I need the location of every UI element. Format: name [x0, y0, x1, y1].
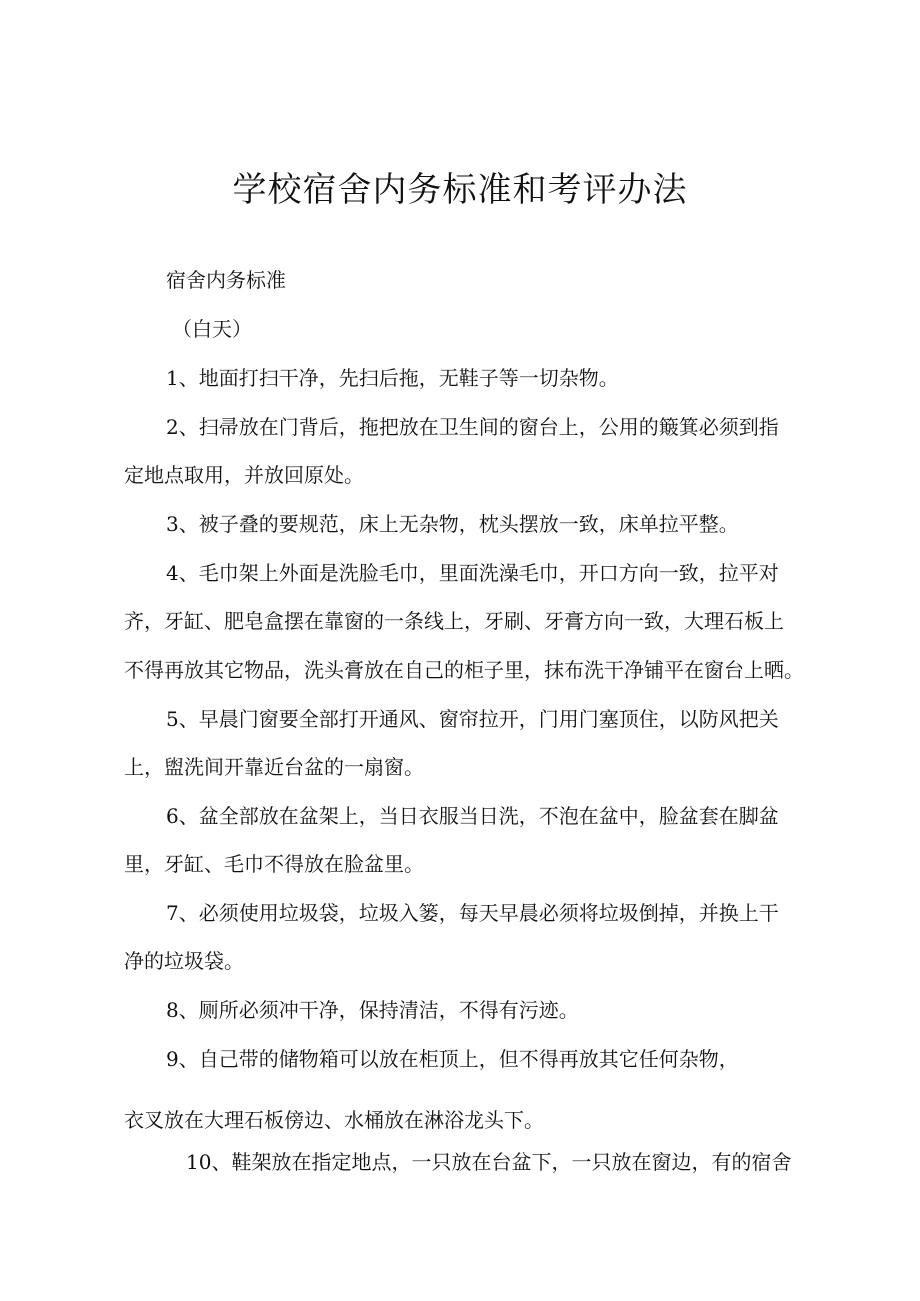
paragraph-line: 3、被子叠的要规范，床上无杂物，枕头摆放一致，床单拉平整。 — [166, 512, 739, 536]
paragraph-line: 定地点取用，并放回原处。 — [124, 463, 364, 487]
paragraph-line: 5、早晨门窗要全部打开通风、窗帘拉开，门用门塞顶住，以防风把关 — [166, 707, 779, 731]
paragraph-line: 10、鞋架放在指定地点，一只放在台盆下，一只放在窗边，有的宿舍 — [186, 1150, 792, 1174]
paragraph-line: 上，盥洗间开靠近台盆的一扇窗。 — [124, 755, 424, 779]
paragraph-line: 齐，牙缸、肥皂盒摆在靠窗的一条线上，牙刷、牙膏方向一致，大理石板上 — [124, 609, 784, 633]
paragraph-line: 衣叉放在大理石板傍边、水桶放在淋浴龙头下。 — [124, 1108, 544, 1132]
paragraph-line: 7、必须使用垃圾袋，垃圾入篓，每天早晨必须将垃圾倒掉，并换上干 — [166, 901, 779, 925]
paragraph-line: 1、地面打扫干净，先扫后拖，无鞋子等一切杂物。 — [166, 366, 619, 390]
paragraph-line: 不得再放其它物品，洗头膏放在自己的柜子里，抹布洗干净铺平在窗台上晒。 — [124, 658, 804, 682]
paragraph-line: 净的垃圾袋。 — [124, 949, 244, 973]
paragraph-line: 8、厕所必须冲干净，保持清洁，不得有污迹。 — [166, 998, 579, 1022]
section-heading: 宿舍内务标准 — [166, 268, 286, 292]
document-title: 学校宿舍内务标准和考评办法 — [232, 170, 688, 210]
paragraph-line: 2、扫帚放在门背后，拖把放在卫生间的窗台上，公用的簸箕必须到指 — [166, 415, 779, 439]
subsection-label: （白天） — [172, 317, 252, 341]
paragraph-line: 6、盆全部放在盆架上，当日衣服当日洗，不泡在盆中，脸盆套在脚盆 — [166, 804, 779, 828]
paragraph-line: 4、毛巾架上外面是洗脸毛巾，里面洗澡毛巾，开口方向一致，拉平对 — [166, 561, 779, 585]
paragraph-line: 里，牙缸、毛巾不得放在脸盆里。 — [124, 852, 424, 876]
paragraph-line: 9、自己带的储物箱可以放在柜顶上，但不得再放其它任何杂物， — [166, 1047, 739, 1071]
